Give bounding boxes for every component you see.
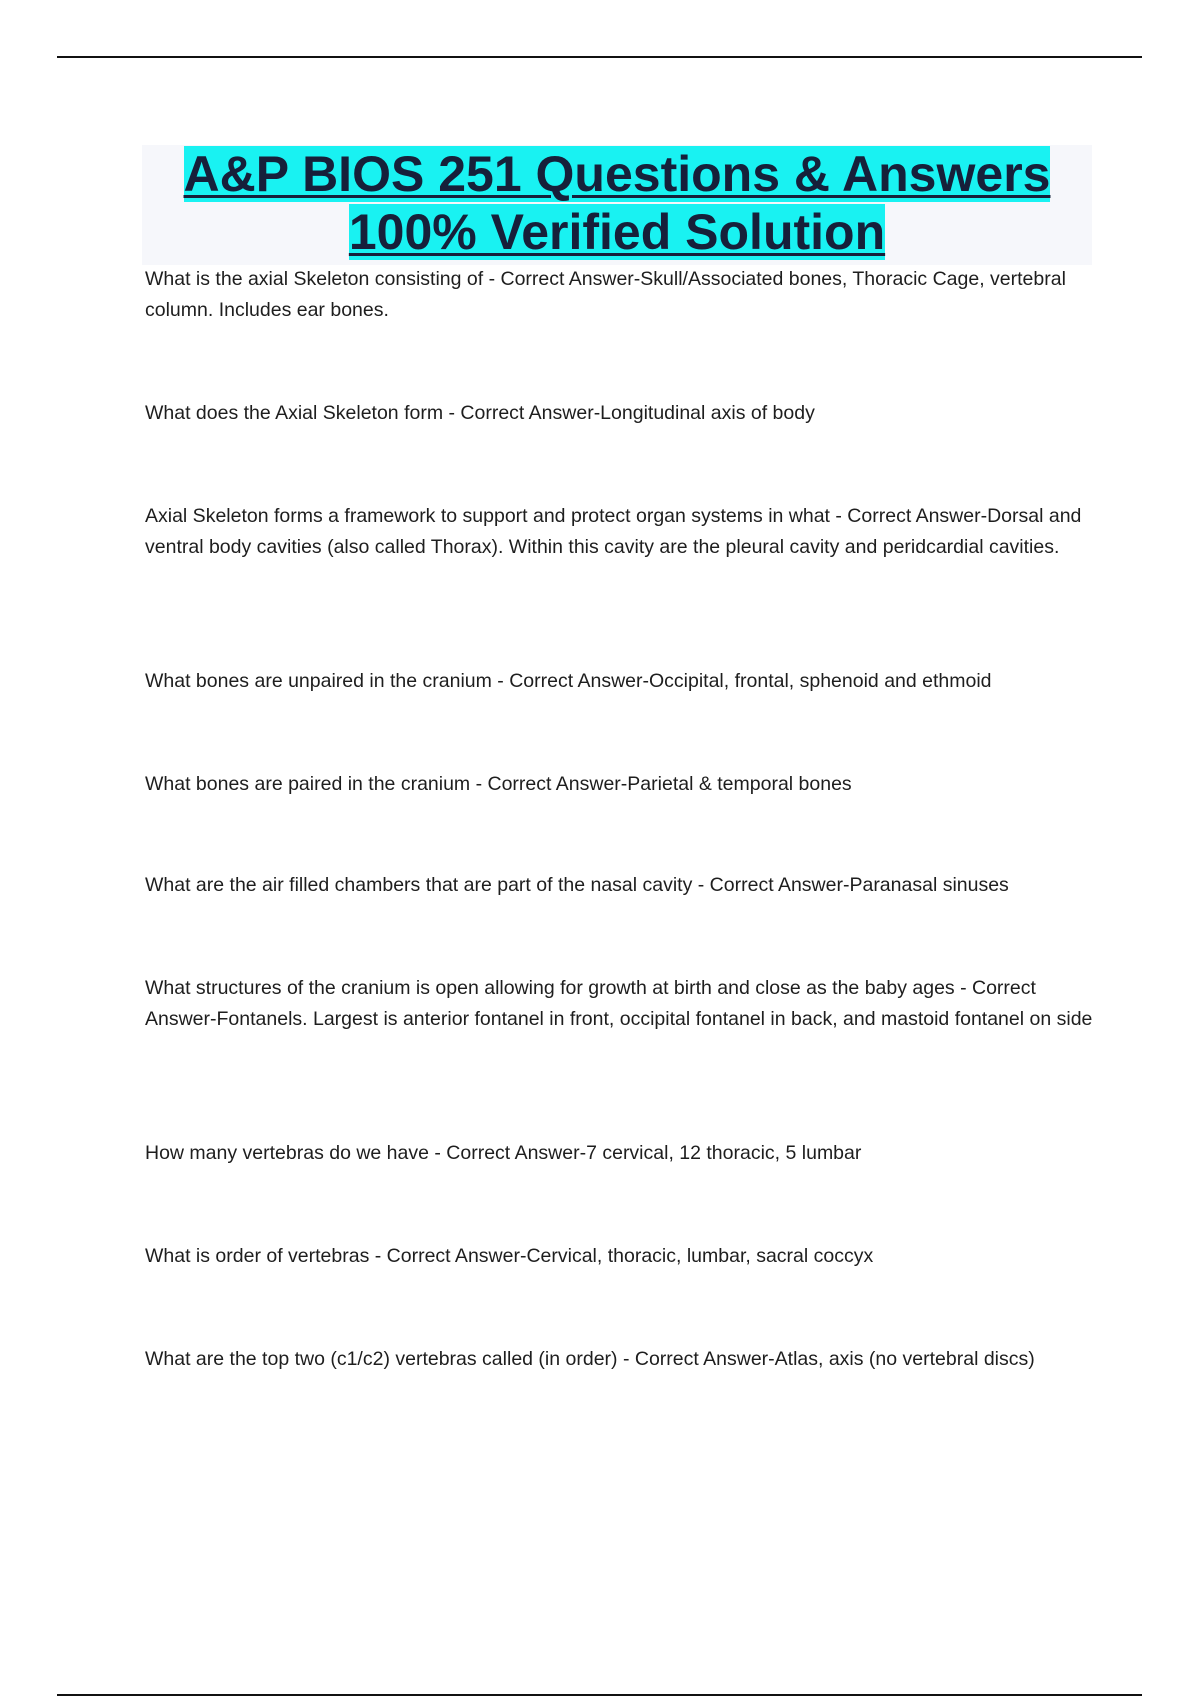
qa-item: What does the Axial Skeleton form - Correct Answer-Longitudinal axis of body: [145, 402, 815, 424]
qa-item: What are the top two (c1/c2) vertebras called (in order) - Correct Answer-Atlas, axis (no vertebral discs): [145, 1348, 1035, 1370]
title-line-1: A&P BIOS 251 Questions & Answers: [183, 146, 1051, 202]
bottom-rule: [57, 1694, 1142, 1696]
title-line-2: 100% Verified Solution: [348, 204, 886, 260]
qa-item: How many vertebras do we have - Correct Answer-7 cervical, 12 thoracic, 5 lumbar: [145, 1142, 862, 1164]
qa-item: Axial Skeleton forms a framework to support and protect organ systems in what - Correct Answer-Dorsal and ventral body cavities (also called Thorax). Within this cavity are the pleural cavity and peridcardial cavities.: [145, 505, 1082, 558]
qa-item: What bones are paired in the cranium - Correct Answer-Parietal & temporal bones: [145, 773, 852, 795]
qa-item: What structures of the cranium is open allowing for growth at birth and close as the baby ages - Correct Answer-Fontanels. Largest is anterior fontanel in front, occipital fontanel in back, and mastoid fontanel on side: [145, 977, 1093, 1030]
top-rule: [57, 56, 1142, 58]
document-title: [142, 145, 1092, 265]
qa-item: What bones are unpaired in the cranium - Correct Answer-Occipital, frontal, sphenoid and ethmoid: [145, 670, 992, 692]
qa-item: What is the axial Skeleton consisting of - Correct Answer-Skull/Associated bones, Thoracic Cage, vertebral column. Includes ear bones.: [145, 268, 1066, 321]
qa-item: What is order of vertebras - Correct Answer-Cervical, thoracic, lumbar, sacral coccyx: [145, 1245, 874, 1267]
qa-item: What are the air filled chambers that are part of the nasal cavity - Correct Answer-Paranasal sinuses: [145, 874, 1009, 896]
